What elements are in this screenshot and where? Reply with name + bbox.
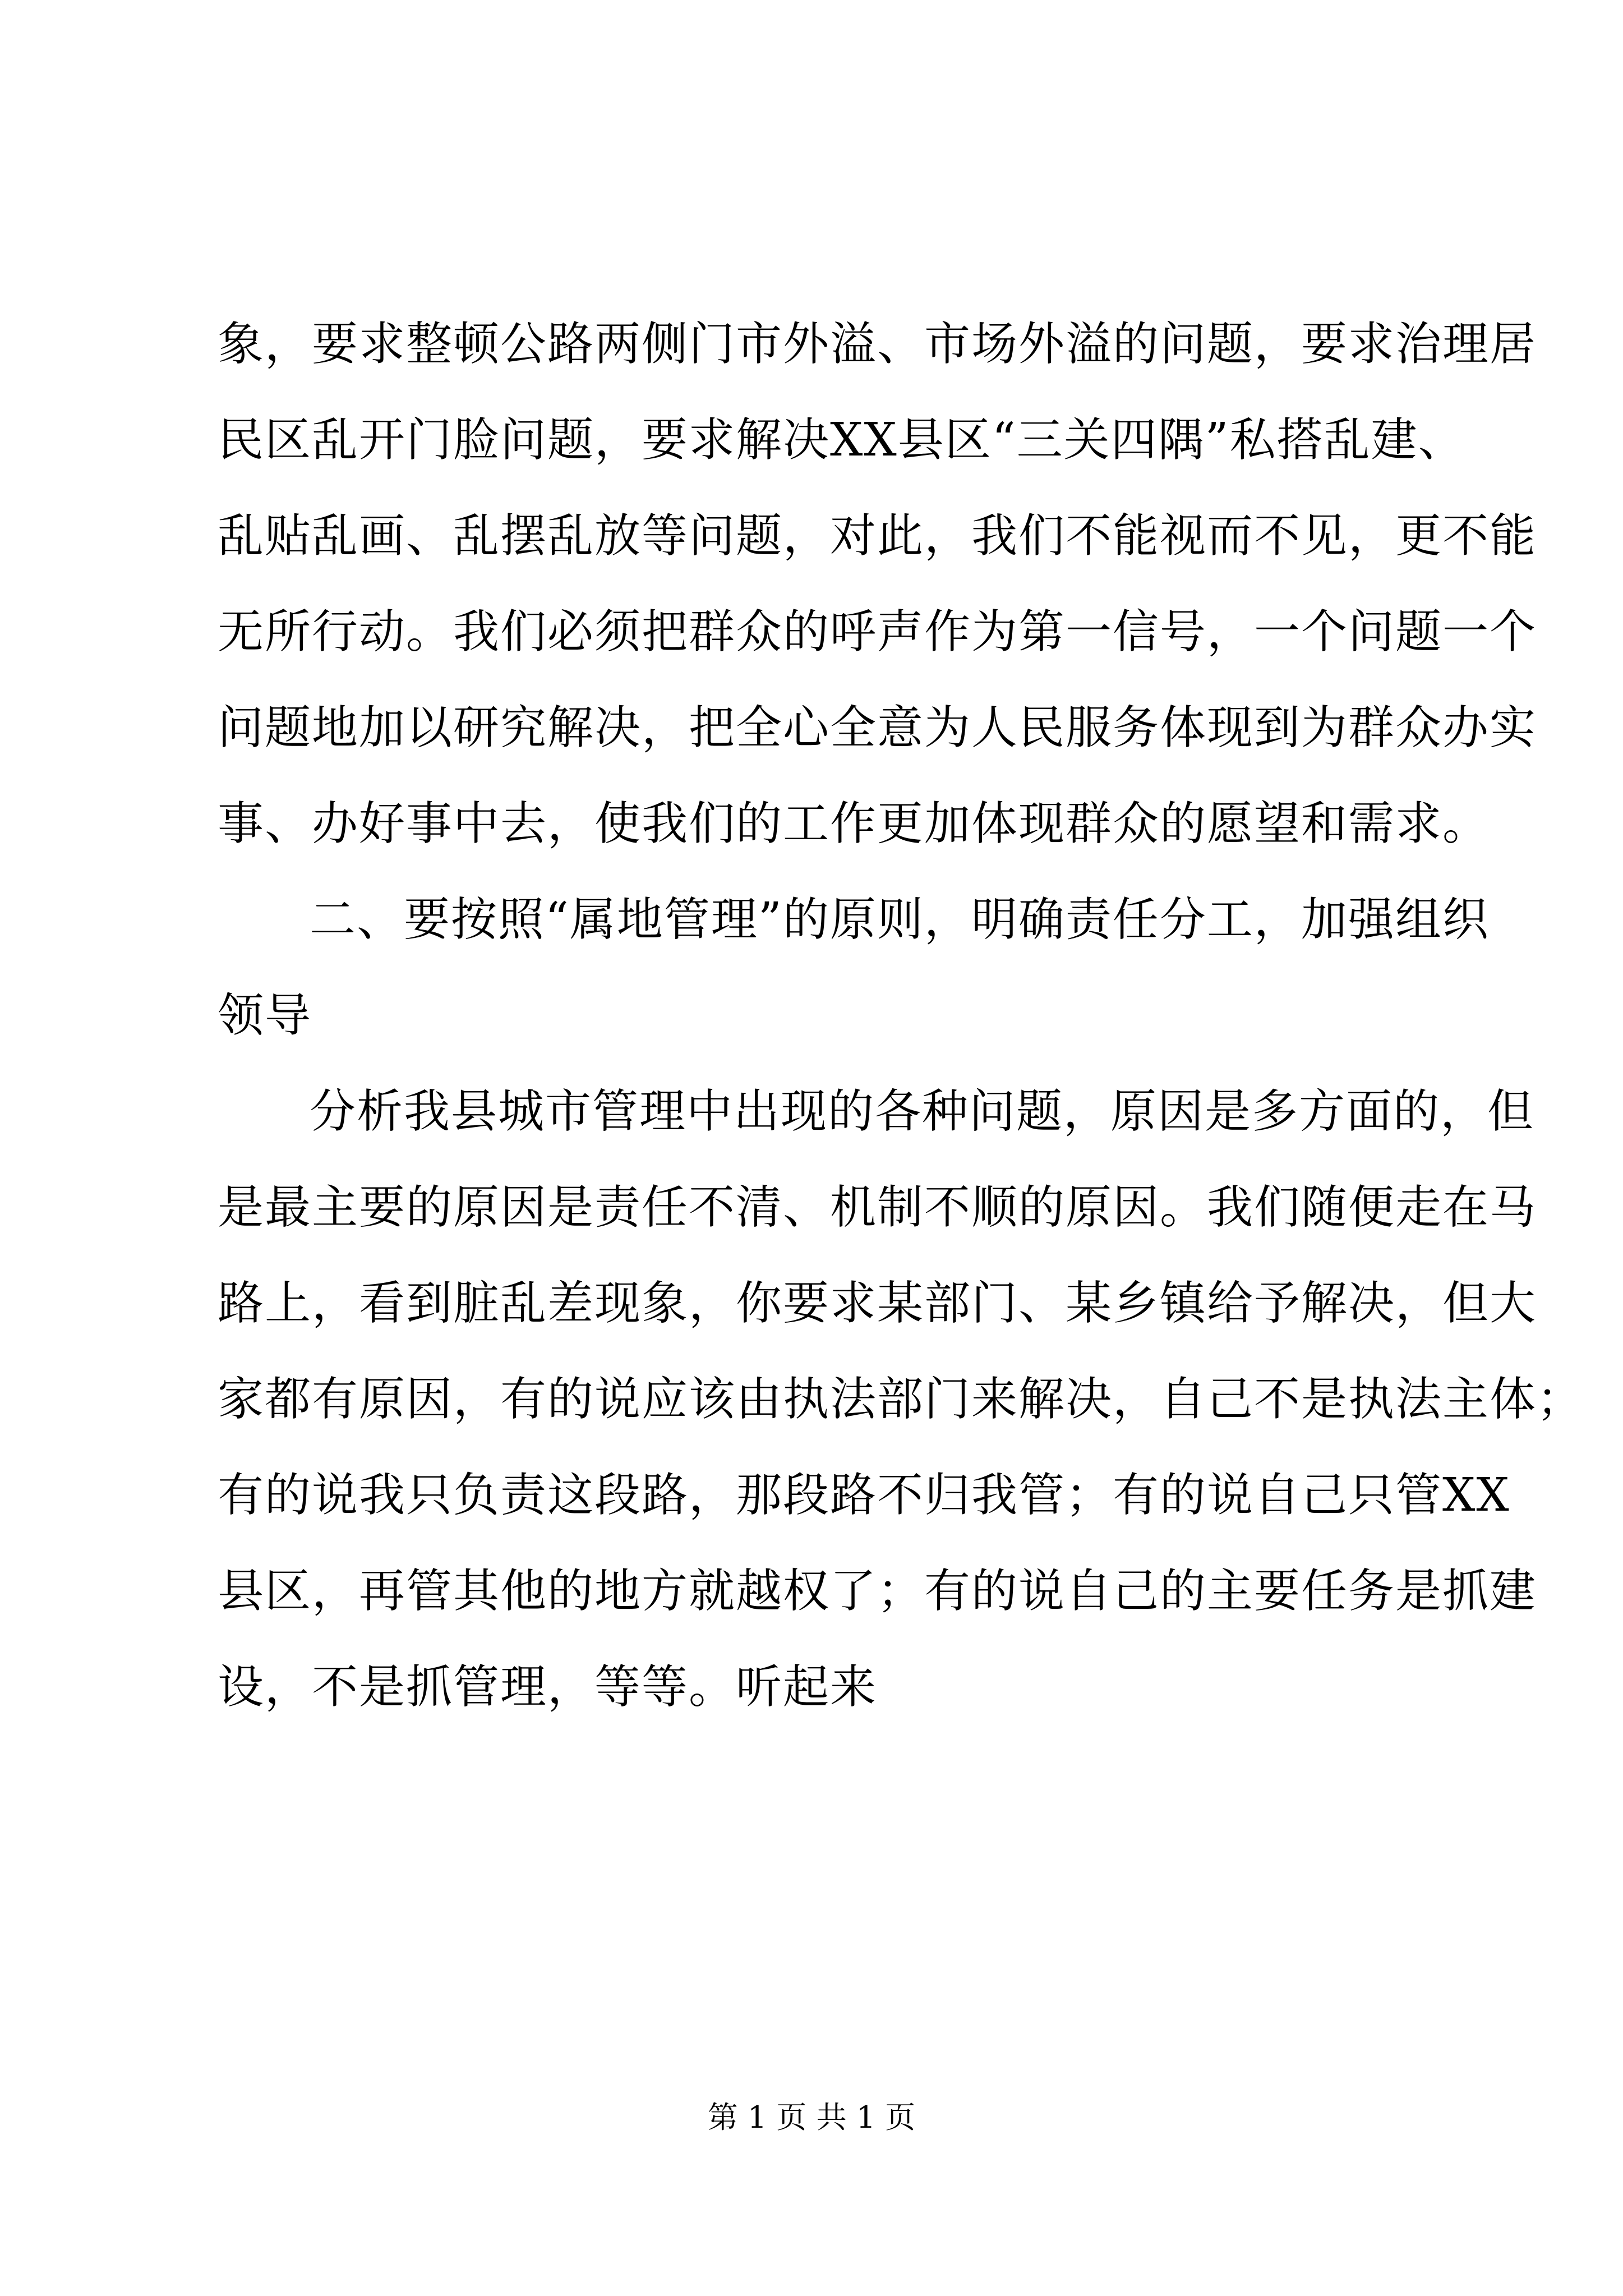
text-line: 路上，看到脏乱差现象，你要求某部门、某乡镇给予解决，但大 (218, 1277, 1537, 1330)
document-body (218, 296, 1584, 1735)
page-footer (0, 2098, 1623, 2137)
text-line: 民区乱开门脸问题，要求解决XX县区“三关四隅”私搭乱建、 (218, 413, 1465, 467)
text-line: 设，不是抓管理，等等。听起来 (218, 1660, 878, 1714)
text-line: 象，要求整顿公路两侧门市外溢、市场外溢的问题，要求治理居 (218, 318, 1537, 371)
text-line: 事、办好事中去，使我们的工作更加体现群众的愿望和需求。 (218, 797, 1490, 850)
page-number-label: 第 1 页 共 1 页 (707, 2100, 916, 2135)
text-line: 问题地加以研究解决，把全心全意为人民服务体现到为群众办实 (218, 701, 1537, 754)
section-heading-continued: 领导 (218, 989, 312, 1042)
paragraph-start: 分析我县城市管理中出现的各种问题，原因是多方面的，但 (310, 1085, 1535, 1138)
text-line: 家都有原因，有的说应该由执法部门来解决，自己不是执法主体； (218, 1373, 1584, 1426)
text-line: 是最主要的原因是责任不清、机制不顺的原因。我们随便走在马 (218, 1181, 1537, 1234)
text-line: 有的说我只负责这段路，那段路不归我管；有的说自己只管XX (218, 1469, 1510, 1522)
section-heading: 二、要按照“属地管理”的原则，明确责任分工，加强组织 (310, 893, 1490, 946)
text-line: 县区，再管其他的地方就越权了；有的说自己的主要任务是抓建 (218, 1565, 1537, 1618)
text-line: 乱贴乱画、乱摆乱放等问题，对此，我们不能视而不见，更不能 (218, 509, 1537, 563)
text-line: 无所行动。我们必须把群众的呼声作为第一信号，一个问题一个 (218, 605, 1537, 659)
